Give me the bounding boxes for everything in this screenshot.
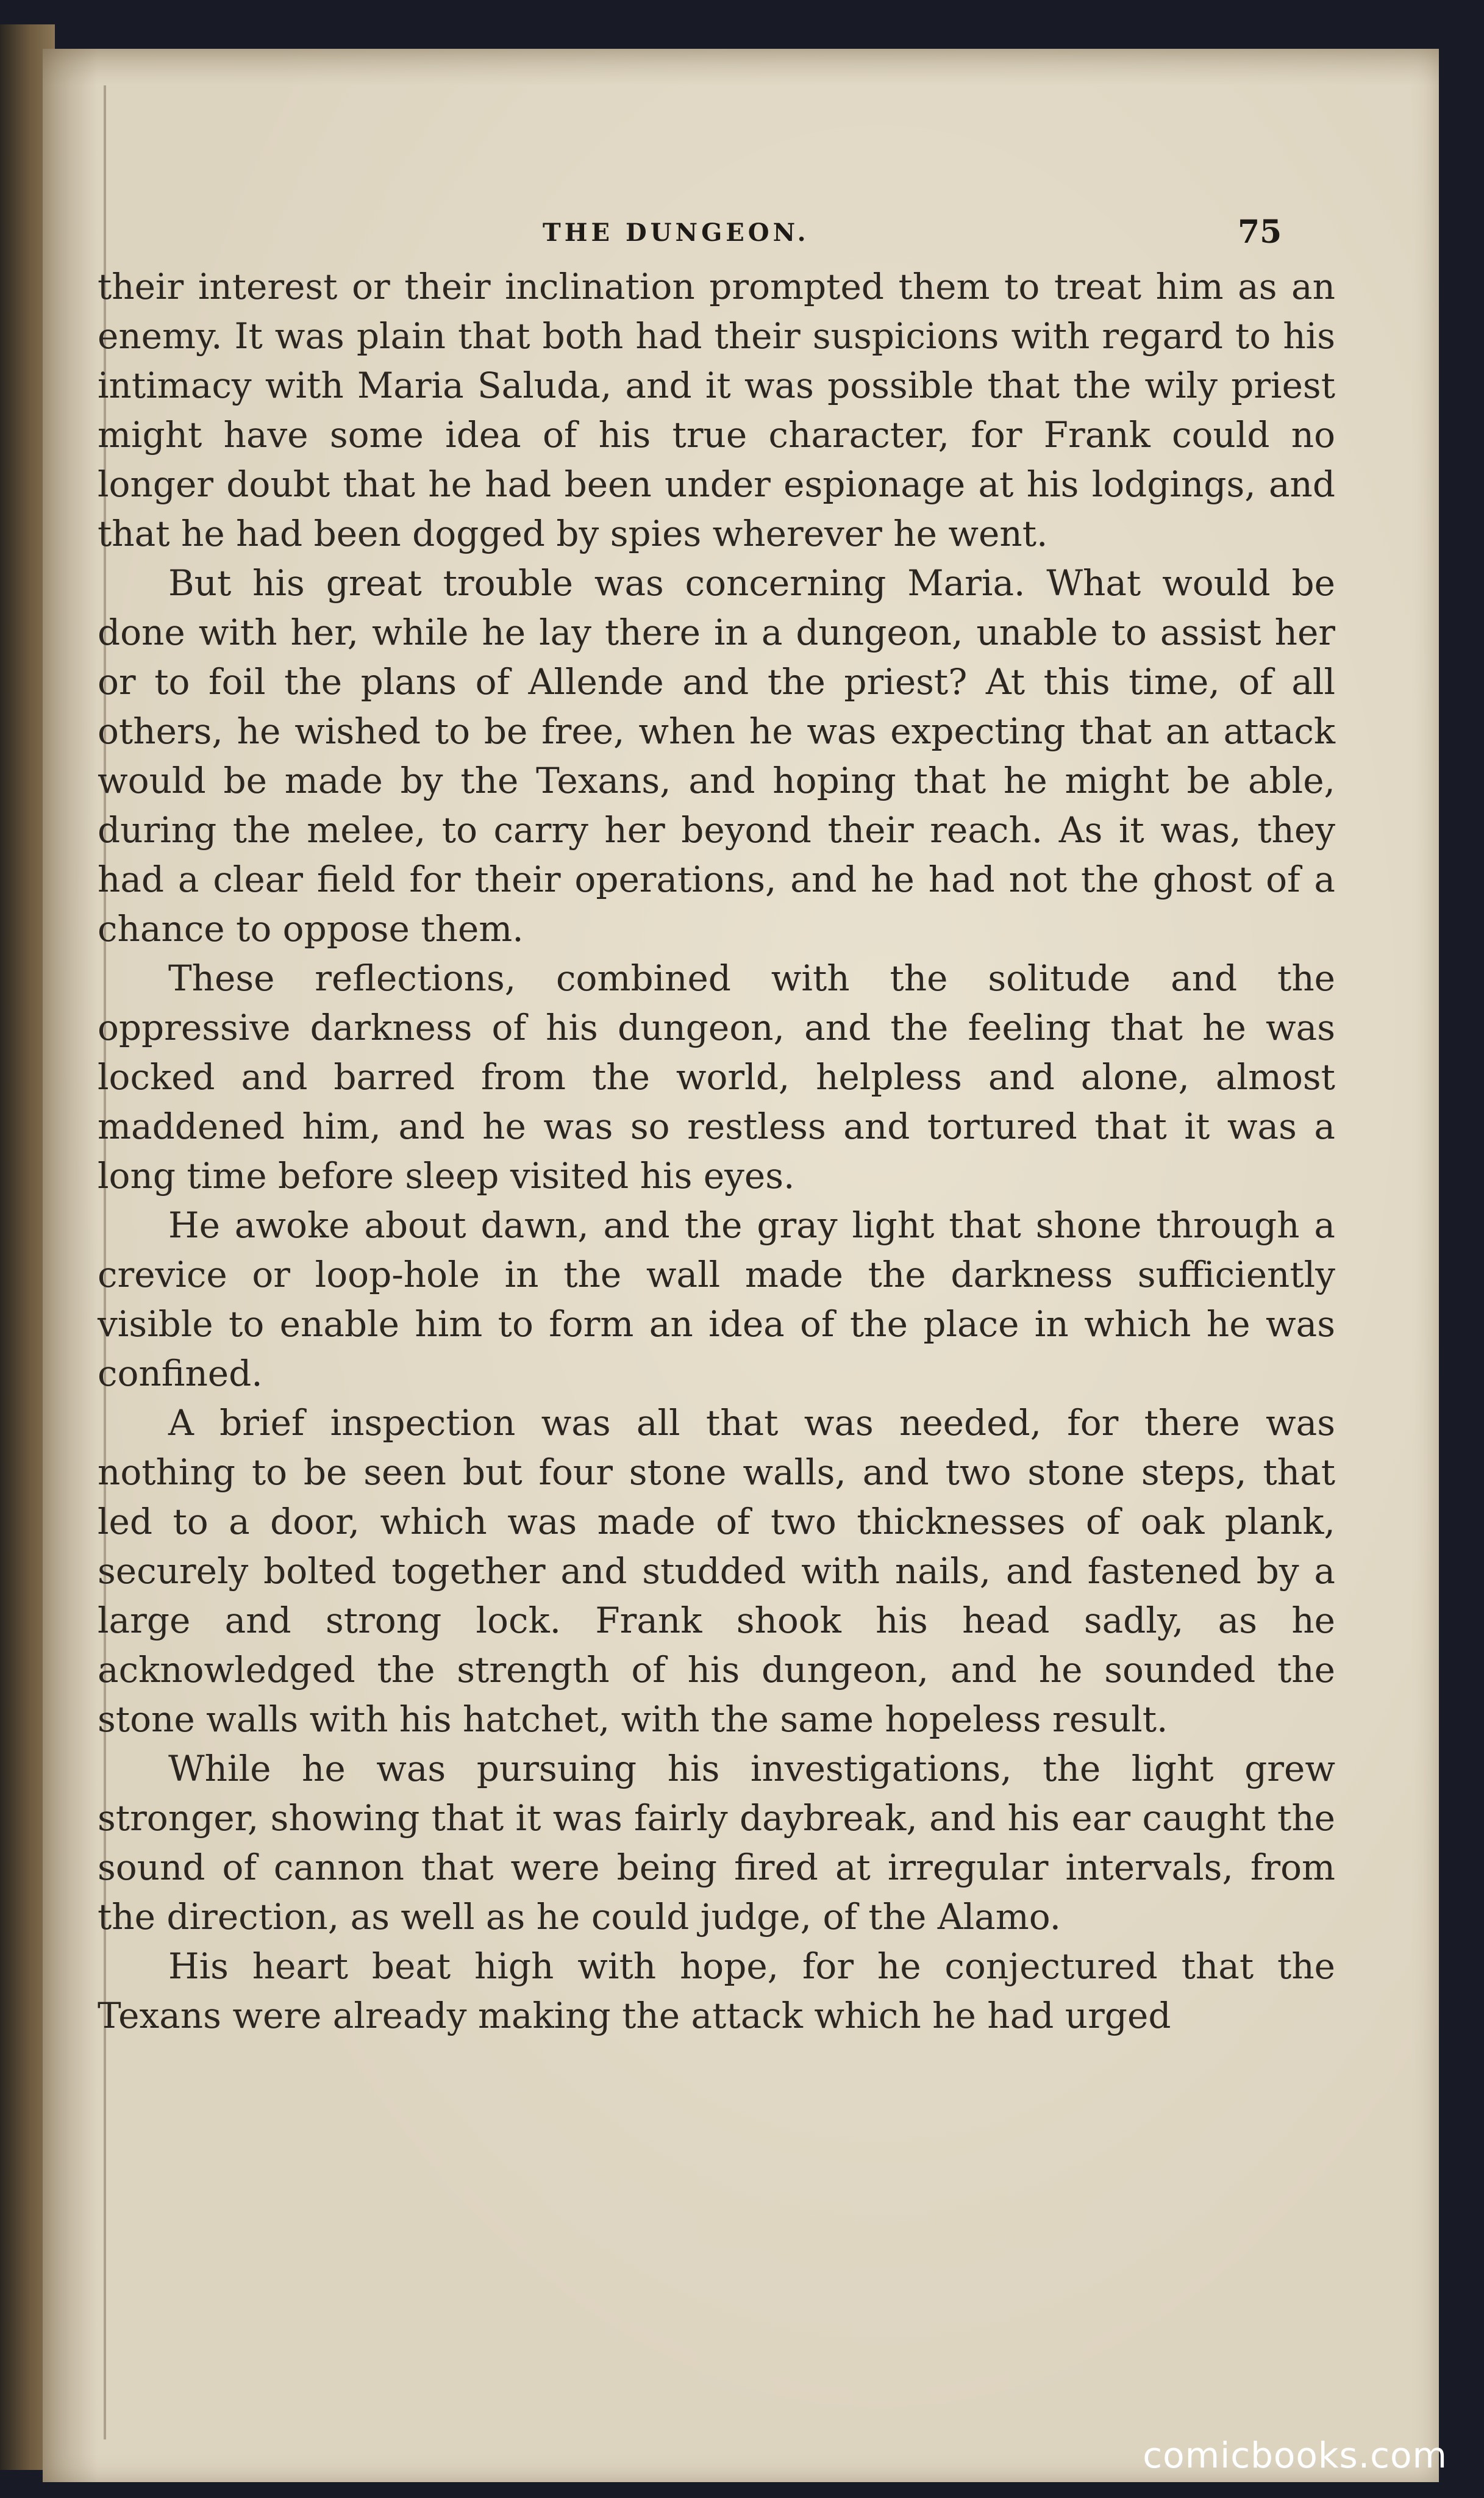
page-header	[43, 165, 1439, 251]
paragraph: His heart beat high with hope, for he conjectured that the Texans were already making the attack which he had urged	[98, 1945, 1335, 2036]
paragraph: A brief inspection was all that was needed, for there was nothing to be seen but four stone walls, and two stone steps, that led to a door, which was made of two thicknesses of oak plank, securely bolted together and studded with nails, and fastened by a large and strong lock. Frank shook his head sadly, as he acknowledged the strength of his dungeon, and he sounded the stone walls with his hatchet, with the same hopeless result.	[98, 1402, 1335, 1740]
paragraph: He awoke about dawn, and the gray light that shone through a crevice or loop-hole in the wall made the darkness sufficiently visible to enable him to form an idea of the place in which he was confined.	[98, 1204, 1335, 1394]
site-watermark: comicbooks.com	[1143, 2435, 1447, 2476]
paragraph: These reflections, combined with the solitude and the oppressive darkness of his dungeon, and the feeling that he was locked and barred from the world, helpless and alone, almost maddened him, and he was so restless and tortured that it was a long time before sleep visited his eyes.	[98, 957, 1335, 1197]
running-head: THE DUNGEON.	[543, 218, 810, 247]
body-text	[98, 262, 1335, 2041]
page-number: 75	[1238, 213, 1282, 251]
paragraph: their interest or their inclination prompted them to treat him as an enemy. It was plain that both had their suspicions with regard to his intimacy with Maria Saluda, and it was possible that the wily priest might have some idea of his true character, for Frank could no longer doubt that he had been under espionage at his lodgings, and that he had been dogged by spies wherever he went.	[98, 266, 1335, 554]
paragraph: While he was pursuing his investigations, the light grew stronger, showing that it was fairly daybreak, and his ear caught the sound of cannon that were being fired at irregular intervals, from the direction, as well as he could judge, of the Alamo.	[98, 1748, 1335, 1938]
paragraph: But his great trouble was concerning Maria. What would be done with her, while he lay there in a dungeon, unable to assist her or to foil the plans of Allende and the priest? At this time, of all others, he wished to be free, when he was expecting that an attack would be made by the Texans, and hoping that he might be able, during the melee, to carry her beyond their reach. As it was, they had a clear field for their operations, and he had not the ghost of a chance to oppose them.	[98, 562, 1335, 950]
book-page	[43, 49, 1439, 2482]
